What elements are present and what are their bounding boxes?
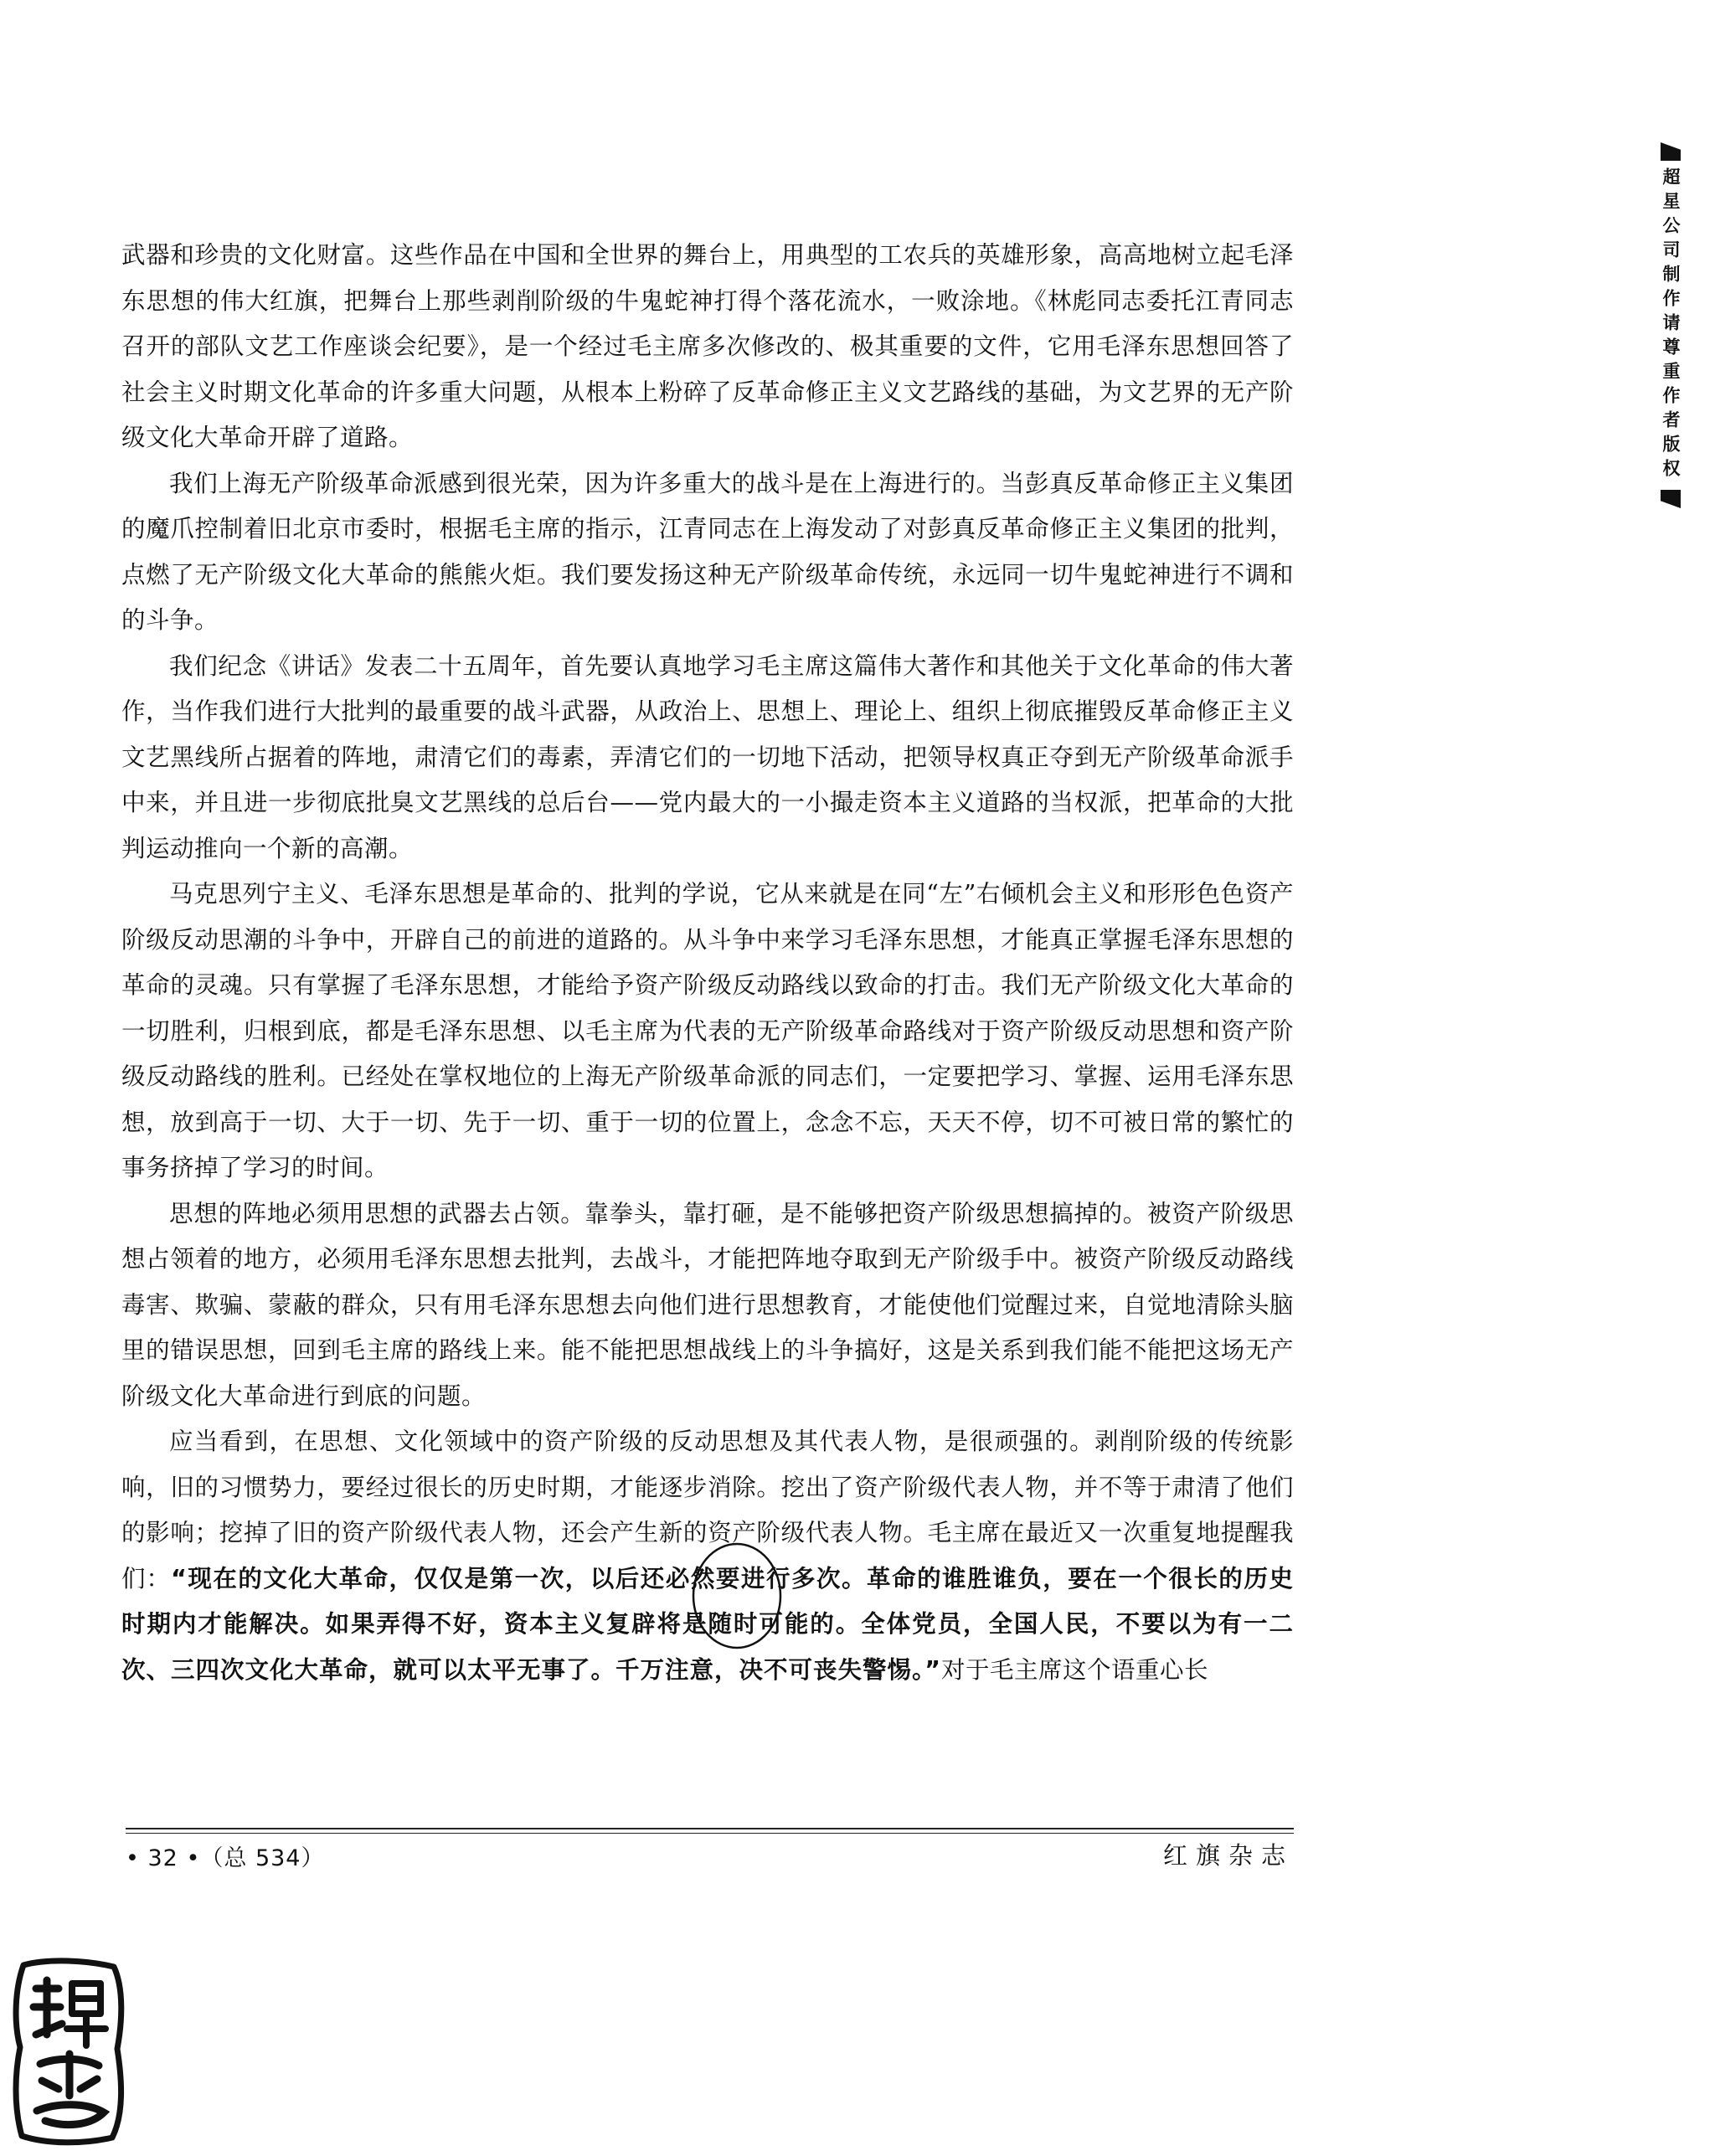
article-body [121, 233, 1294, 1693]
watermark-banner [1658, 142, 1683, 508]
paragraph-1: 武器和珍贵的文化财富。这些作品在中国和全世界的舞台上，用典型的工农兵的英雄形象，高高地树立起毛泽东思想的伟大红旗，把舞台上那些剥削阶级的牛鬼蛇神打得个落花流水，一败涂地。《林彪同志委托江青同志召开的部队文艺工作座谈会纪要》，是一个经过毛主席多次修改的、极其重要的文件，它用毛泽东思想回答了社会主义时期文化革命的许多重大问题，从根本上粉碎了反革命修正主义文艺路线的基础，为文艺界的无产阶级文化大革命开辟了道路。 [121, 241, 1294, 451]
footer-rule-thin [126, 1833, 1294, 1834]
paragraph-2: 我们上海无产阶级革命派感到很光荣，因为许多重大的战斗是在上海进行的。当彭真反革命修正主义集团的魔爪控制着旧北京市委时，根据毛主席的指示，江青同志在上海发动了对彭真反革命修正主义集团的批判，点燃了无产阶级文化大革命的熊熊火炬。我们要发扬这种无产阶级革命传统，永远同一切牛鬼蛇神进行不调和的斗争。 [121, 469, 1294, 634]
banner-bottom-bar [1661, 490, 1681, 508]
footer-rule [126, 1828, 1294, 1829]
paragraph-5: 思想的阵地必须用思想的武器去占领。靠拳头，靠打砸，是不能够把资产阶级思想搞掉的。被资产阶级思想占领着的地方，必须用毛泽东思想去批判，去战斗，才能把阵地夺取到无产阶级手中。被资产阶级反动路线毒害、欺骗、蒙蔽的群众，只有用毛泽东思想去向他们进行思想教育，才能使他们觉醒过来，自觉地清除头脑里的错误思想，回到毛主席的路线上来。能不能把思想战线上的斗争搞好，这是关系到我们能不能把这场无产阶级文化大革命进行到底的问题。 [121, 1199, 1294, 1410]
paragraph-4: 马克思列宁主义、毛泽东思想是革命的、批判的学说，它从来就是在同“左”右倾机会主义和形形色色资产阶级反动思潮的斗争中，开辟自己的前进的道路的。从斗争中来学习毛泽东思想，才能真正掌握毛泽东思想的革命的灵魂。只有掌握了毛泽东思想，才能给予资产阶级反动路线以致命的打击。我们无产阶级文化大革命的一切胜利，归根到底，都是毛泽东思想、以毛主席为代表的无产阶级革命路线对于资产阶级反动思想和资产阶级反动路线的胜利。已经处在掌权地位的上海无产阶级革命派的同志们，一定要把学习、掌握、运用毛泽东思想，放到高于一切、大于一切、先于一切、重于一切的位置上，念念不忘，天天不停，切不可被日常的繁忙的事务挤掉了学习的时间。 [121, 880, 1294, 1181]
watermark-text: 超星公司制作请尊重作者版权 [1661, 167, 1681, 483]
publication-name: 红旗杂志 [1162, 1841, 1294, 1870]
seal-stamp-icon [7, 1955, 132, 2148]
page-number: • 32 •（总 534） [126, 1845, 325, 1871]
chairman-quote: “现在的文化大革命，仅仅是第一次，以后还必然要进行多次。革命的谁胜谁负，要在一个很长的历史时期内才能解决。如果弄得不好，资本主义复辟将是随时可能的。全体党员，全国人民，不要以为有一二次、三四次文化大革命，就可以太平无事了。千万注意，决不可丧失警惕。” [121, 1564, 1294, 1684]
banner-top-bar [1661, 142, 1681, 161]
paragraph-6-tail: 对于毛主席这个语重心长 [940, 1655, 1208, 1684]
paragraph-3: 我们纪念《讲话》发表二十五周年，首先要认真地学习毛主席这篇伟大著作和其他关于文化革命的伟大著作，当作我们进行大批判的最重要的战斗武器，从政治上、思想上、理论上、组织上彻底摧毁反革命修正主义文艺黑线所占据着的阵地，肃清它们的毒素，弄清它们的一切地下活动，把领导权真正夺到无产阶级革命派手中来，并且进一步彻底批臭文艺黑线的总后台——党内最大的一小撮走资本主义道路的当权派，把革命的大批判运动推向一个新的高潮。 [121, 651, 1294, 862]
paragraph-6 [121, 1419, 1294, 1693]
paragraph-6-text: 应当看到，在思想、文化领域中的资产阶级的反动思想及其代表人物，是很顽强的。剥削阶级的传统影响，旧的习惯势力，要经过很长的历史时期，才能逐步消除。挖出了资产阶级代表人物，并不等于肃清了他们的影响；挖掉了旧的资产阶级代表人物，还会产生新的资产阶级代表人物。毛主席在最近又一次重复地提醒我们： [121, 1428, 1294, 1593]
